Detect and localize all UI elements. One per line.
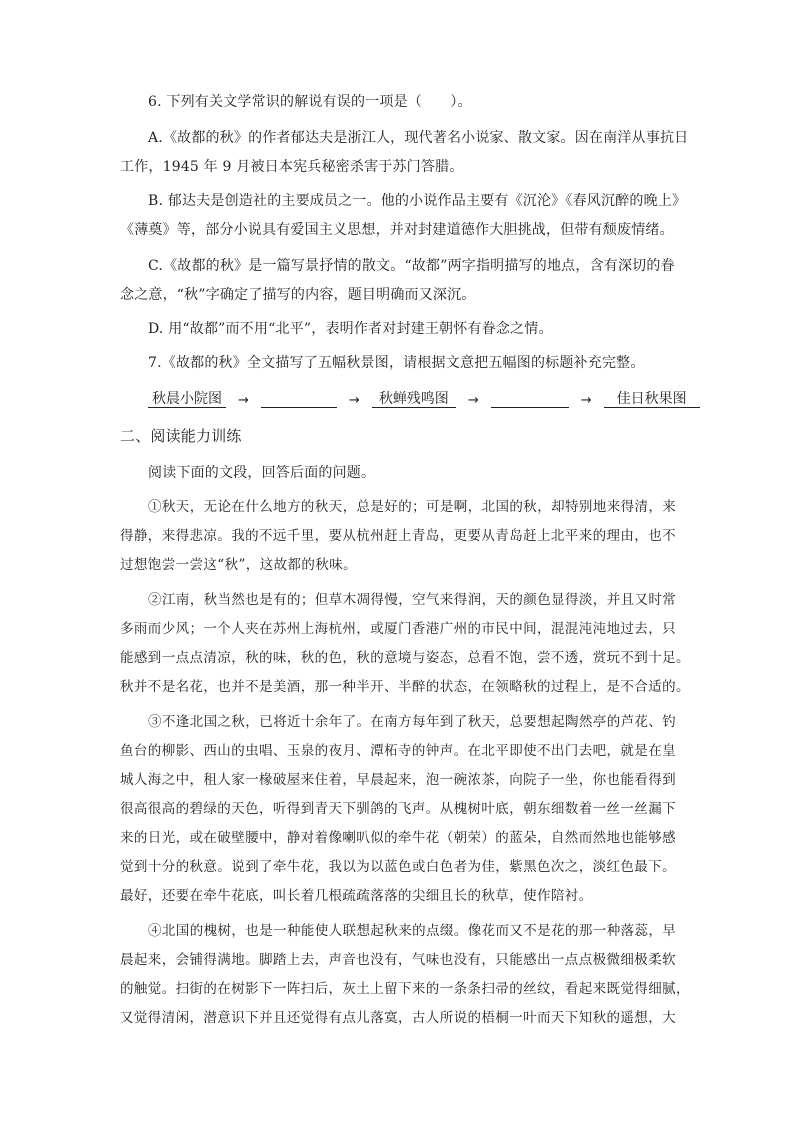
passage-p4-line-4: 又觉得清闲，潜意识下并且还觉得有点儿落寞，古人所说的梧桐一叶而天下知秋的遥想，大 [120, 1010, 676, 1026]
option-c-line-2: 念之意，“秋”字确定了描写的内容，题目明确而又深沉。 [120, 287, 476, 303]
passage-p3-line-3: 城人海之中，租人家一椽破屋来住着，早晨起来，泡一碗浓茶，向院子一坐，你也能看得到 [120, 772, 676, 788]
scene-title-blank-4[interactable] [491, 388, 569, 408]
passage-p3-line-5: 来的日光，或在破壁腰中，静对着像喇叭似的牵牛花（朝荣）的蓝朵，自然而然地也能够感 [120, 830, 676, 846]
question-6-stem: 6. 下列有关文学常识的解说有误的一项是（ ）。 [148, 94, 472, 110]
passage-p2-line-4: 秋并不是名花，也并不是美酒，那一种半开、半醉的状态，在领略秋的过程上，是不合适的。 [120, 679, 690, 695]
passage-p3-line-1: ③不逢北国之秋，已将近十余年了。在南方每年到了秋天，总要想起陶然亭的芦花、钓 [148, 714, 677, 730]
scene-title-blank-2[interactable] [261, 388, 337, 408]
arrow-icon: → [580, 393, 592, 408]
passage-p2-line-3: 能感到一点点清凉，秋的味，秋的色，秋的意境与姿态，总看不饱，尝不透，赏玩不到十足。 [120, 650, 690, 666]
scene-title-sequence [148, 388, 700, 410]
scene-title-1: 秋晨小院图 [148, 388, 226, 408]
option-a-line-2: 工作，1945 年 9 月被日本宪兵秘密杀害于苏门答腊。 [120, 159, 464, 175]
passage-p1-line-2: 得静，来得悲凉。我的不远千里，要从杭州赶上青岛，更要从青岛赶上北平来的理由，也不 [120, 528, 676, 544]
passage-p2-line-2: 多雨而少风；一个人夹在苏州上海杭州，或厦门香港广州的市民中间，混混沌沌地过去，只 [120, 621, 676, 637]
arrow-icon: → [238, 393, 249, 408]
passage-p2-line-1: ②江南，秋当然也是有的；但草木凋得慢，空气来得润，天的颜色显得淡，并且又时常 [148, 592, 677, 608]
passage-p3-line-6: 觉到十分的秋意。说到了牵牛花，我以为以蓝色或白色者为佳，紫黑色次之，淡红色最下。 [120, 859, 676, 875]
option-b-line-2: 《薄奠》等，部分小说具有爱国主义思想，并对封建道德作大胆挑战，但带有颓废情绪。 [120, 222, 674, 238]
passage-p3-line-7: 最好，还要在牵牛花底，叫长着几根疏疏落落的尖细且长的秋草，使作陪衬。 [120, 888, 593, 904]
passage-p3-line-4: 很高很高的碧绿的天色，听得到青天下驯鸽的飞声。从槐树叶底，朝东细数着一丝一丝漏下 [120, 801, 676, 817]
scene-title-5: 佳日秋果图 [604, 388, 700, 408]
arrow-icon: → [348, 393, 360, 408]
passage-p1-line-1: ①秋天，无论在什么地方的秋天，总是好的；可是啊，北国的秋，却特别地来得清，来 [148, 499, 677, 515]
arrow-icon: → [467, 393, 479, 408]
option-c-line-1: C.《故都的秋》是一篇写景抒情的散文。“故都”两字指明描写的地点，含有深切的眷 [148, 258, 675, 274]
passage-p1-line-3: 过想饱尝一尝这“秋”，这故都的秋味。 [120, 557, 358, 573]
passage-p4-line-1: ④北国的槐树，也是一种能使人联想起秋来的点缀。像花而又不是花的那一种落蕊，早 [148, 923, 677, 939]
question-7-stem: 7.《故都的秋》全文描写了五幅秋景图，请根据文意把五幅图的标题补充完整。 [148, 355, 645, 371]
section-2-intro: 阅读下面的文段，回答后面的问题。 [148, 465, 376, 481]
scene-title-3: 秋蝉残鸣图 [372, 388, 456, 408]
passage-p4-line-3: 的触觉。扫街的在树影下一阵扫后，灰土上留下来的一条条扫帚的丝纹，看起来既觉得细腻， [120, 981, 690, 997]
option-d-line-1: D. 用“故都”而不用“北平”，表明作者对封建王朝怀有眷念之情。 [148, 321, 553, 337]
option-b-line-1: B. 郁达夫是创造社的主要成员之一。他的小说作品主要有《沉沦》《春风沉醉的晚上》 [148, 193, 687, 209]
option-a-line-1: A.《故都的秋》的作者郁达夫是浙江人，现代著名小说家、散文家。因在南洋从事抗日 [148, 130, 689, 146]
section-2-title: 二、阅读能力训练 [120, 427, 242, 445]
passage-p3-line-2: 鱼台的柳影、西山的虫唱、玉泉的夜月、潭柘寺的钟声。在北平即使不出门去吧，就是在皇 [120, 743, 676, 759]
passage-p4-line-2: 晨起来，会铺得满地。脚踏上去，声音也没有，气味也没有，只能感出一点点极微细极柔软 [120, 952, 676, 968]
